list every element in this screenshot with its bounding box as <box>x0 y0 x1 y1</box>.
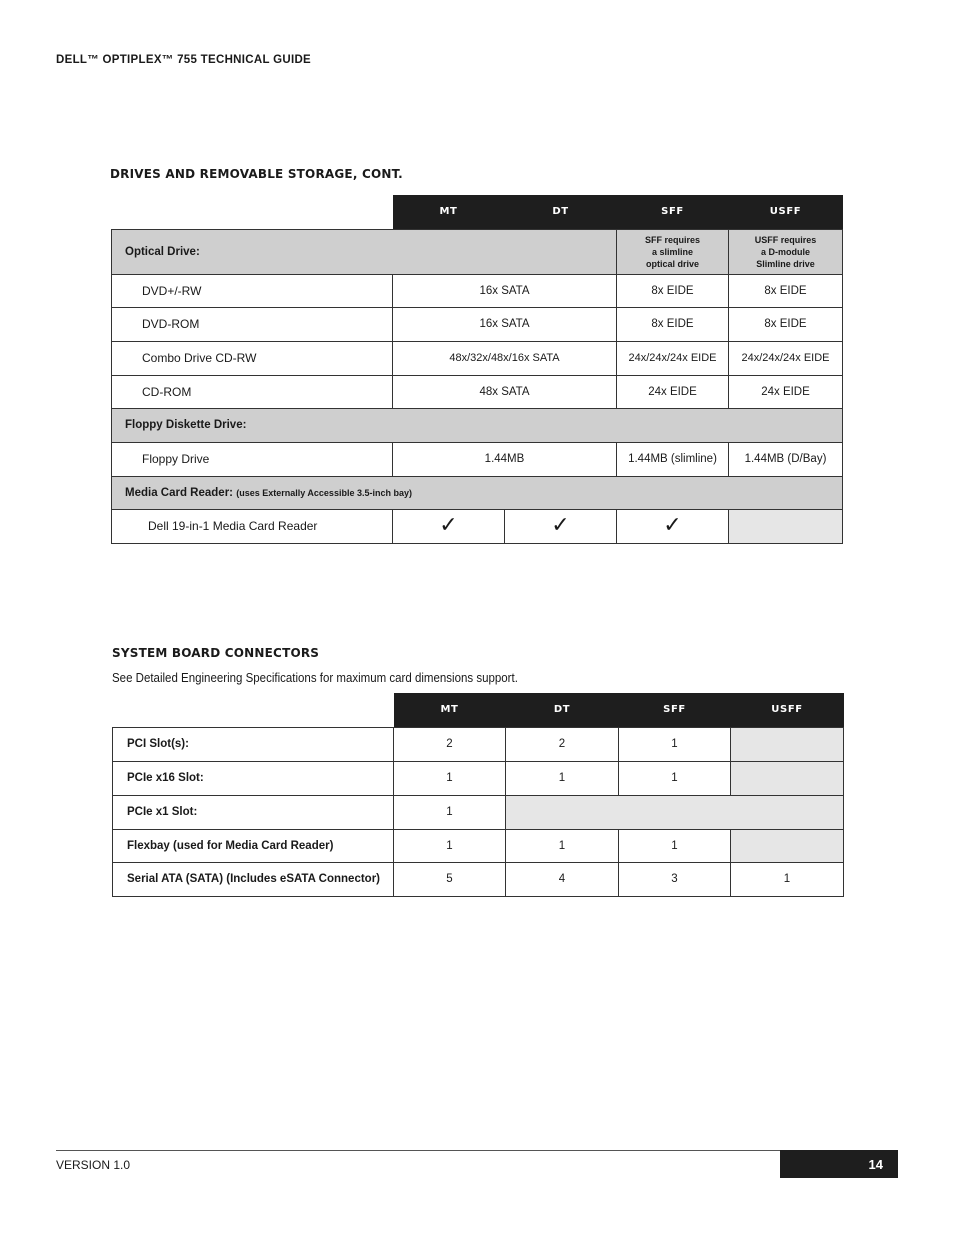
mt-dt-value: 1.44MB <box>393 442 617 476</box>
sff-value: 1.44MB (slimline) <box>617 442 729 476</box>
floppy-group-label: Floppy Diskette Drive: <box>112 408 843 442</box>
usff-note-line-1: USFF requires <box>754 234 817 245</box>
not-available-cell <box>506 795 844 829</box>
sff-note-line-3: optical drive <box>645 258 699 269</box>
optical-group-label: Optical Drive: <box>112 229 617 274</box>
dt-value: 1 <box>506 829 619 862</box>
media-group-row <box>112 476 843 509</box>
mt-value: 2 <box>394 727 506 761</box>
sff-note-line-2: a slimline <box>651 246 694 257</box>
footer-divider <box>56 1150 898 1151</box>
dt-value: 4 <box>506 862 619 896</box>
mt-value: 1 <box>394 795 506 829</box>
optical-group-row <box>112 229 843 274</box>
sff-value: 24x/24x/24x EIDE <box>617 341 729 375</box>
col-header-dt: DT <box>505 195 617 229</box>
table-row <box>112 307 843 341</box>
media-group-note: (uses Externally Accessible 3.5-inch bay) <box>236 487 412 498</box>
drive-name: CD-ROM <box>112 375 393 408</box>
media-group-title: Media Card Reader: <box>125 486 234 499</box>
usff-not-available-cell <box>729 509 843 543</box>
table-row <box>113 761 844 795</box>
drives-header-row <box>112 195 843 229</box>
drive-name: Dell 19-in-1 Media Card Reader <box>112 509 393 543</box>
mt-value: 1 <box>394 829 506 862</box>
table-row <box>113 862 844 896</box>
col-header-mt: MT <box>393 195 505 229</box>
mt-dt-value: 48x SATA <box>393 375 617 408</box>
mt-check-icon: ✓ <box>393 509 505 543</box>
usff-value: 8x EIDE <box>729 274 843 307</box>
mt-value: 1 <box>394 761 506 795</box>
drive-name: Floppy Drive <box>112 442 393 476</box>
document-header: DELL™ OPTIPLEX™ 755 TECHNICAL GUIDE <box>56 54 312 66</box>
col-header-dt: DT <box>506 693 619 727</box>
usff-value: 1 <box>731 862 844 896</box>
connectors-header-row <box>113 693 844 727</box>
usff-optical-note <box>729 229 843 274</box>
drives-table <box>111 195 843 544</box>
connector-name: Flexbay (used for Media Card Reader) <box>113 829 394 862</box>
drive-name: Combo Drive CD-RW <box>112 341 393 375</box>
sff-value: 3 <box>619 862 731 896</box>
media-group-label <box>112 476 843 509</box>
usff-note-line-3: Slimline drive <box>756 258 815 269</box>
table-row <box>113 795 844 829</box>
sff-value: 8x EIDE <box>617 307 729 341</box>
table-row <box>112 341 843 375</box>
table-row <box>113 829 844 862</box>
usff-value: 8x EIDE <box>729 307 843 341</box>
col-header-usff: USFF <box>731 693 844 727</box>
usff-value: 24x/24x/24x EIDE <box>729 341 843 375</box>
sff-optical-note <box>617 229 729 274</box>
usff-note-line-2: a D-module <box>760 246 810 257</box>
connectors-section-title: SYSTEM BOARD CONNECTORS <box>112 646 320 660</box>
connector-name: PCI Slot(s): <box>113 727 394 761</box>
connectors-table <box>112 693 844 897</box>
dt-check-icon: ✓ <box>505 509 617 543</box>
connectors-intro: See Detailed Engineering Specifications for maximum card dimensions support. <box>112 671 518 685</box>
sff-value: 24x EIDE <box>617 375 729 408</box>
col-header-mt: MT <box>394 693 506 727</box>
version-label: VERSION 1.0 <box>56 1158 131 1172</box>
sff-value: 1 <box>619 727 731 761</box>
usff-not-available-cell <box>731 829 844 862</box>
header-blank-cell <box>112 195 393 229</box>
usff-value: 1.44MB (D/Bay) <box>729 442 843 476</box>
col-header-sff: SFF <box>617 195 729 229</box>
sff-note-line-1: SFF requires <box>644 234 700 245</box>
sff-check-icon: ✓ <box>617 509 729 543</box>
connector-name: Serial ATA (SATA) (Includes eSATA Connector) <box>113 862 394 896</box>
floppy-group-row <box>112 408 843 442</box>
table-row <box>112 375 843 408</box>
drive-name: DVD-ROM <box>112 307 393 341</box>
drive-name: DVD+/-RW <box>112 274 393 307</box>
usff-not-available-cell <box>731 727 844 761</box>
sff-value: 8x EIDE <box>617 274 729 307</box>
mt-dt-value: 16x SATA <box>393 307 617 341</box>
table-row <box>112 509 843 543</box>
header-blank-cell <box>113 693 394 727</box>
mt-value: 5 <box>394 862 506 896</box>
usff-not-available-cell <box>731 761 844 795</box>
mt-dt-value: 48x/32x/48x/16x SATA <box>393 341 617 375</box>
drives-section-title: DRIVES AND REMOVABLE STORAGE, CONT. <box>110 167 403 181</box>
sff-value: 1 <box>619 761 731 795</box>
usff-value: 24x EIDE <box>729 375 843 408</box>
connector-name: PCIe x16 Slot: <box>113 761 394 795</box>
table-row <box>112 274 843 307</box>
col-header-sff: SFF <box>619 693 731 727</box>
mt-dt-value: 16x SATA <box>393 274 617 307</box>
connector-name: PCIe x1 Slot: <box>113 795 394 829</box>
dt-value: 1 <box>506 761 619 795</box>
col-header-usff: USFF <box>729 195 843 229</box>
table-row <box>112 442 843 476</box>
table-row <box>113 727 844 761</box>
page-number: 14 <box>780 1150 898 1178</box>
sff-value: 1 <box>619 829 731 862</box>
dt-value: 2 <box>506 727 619 761</box>
